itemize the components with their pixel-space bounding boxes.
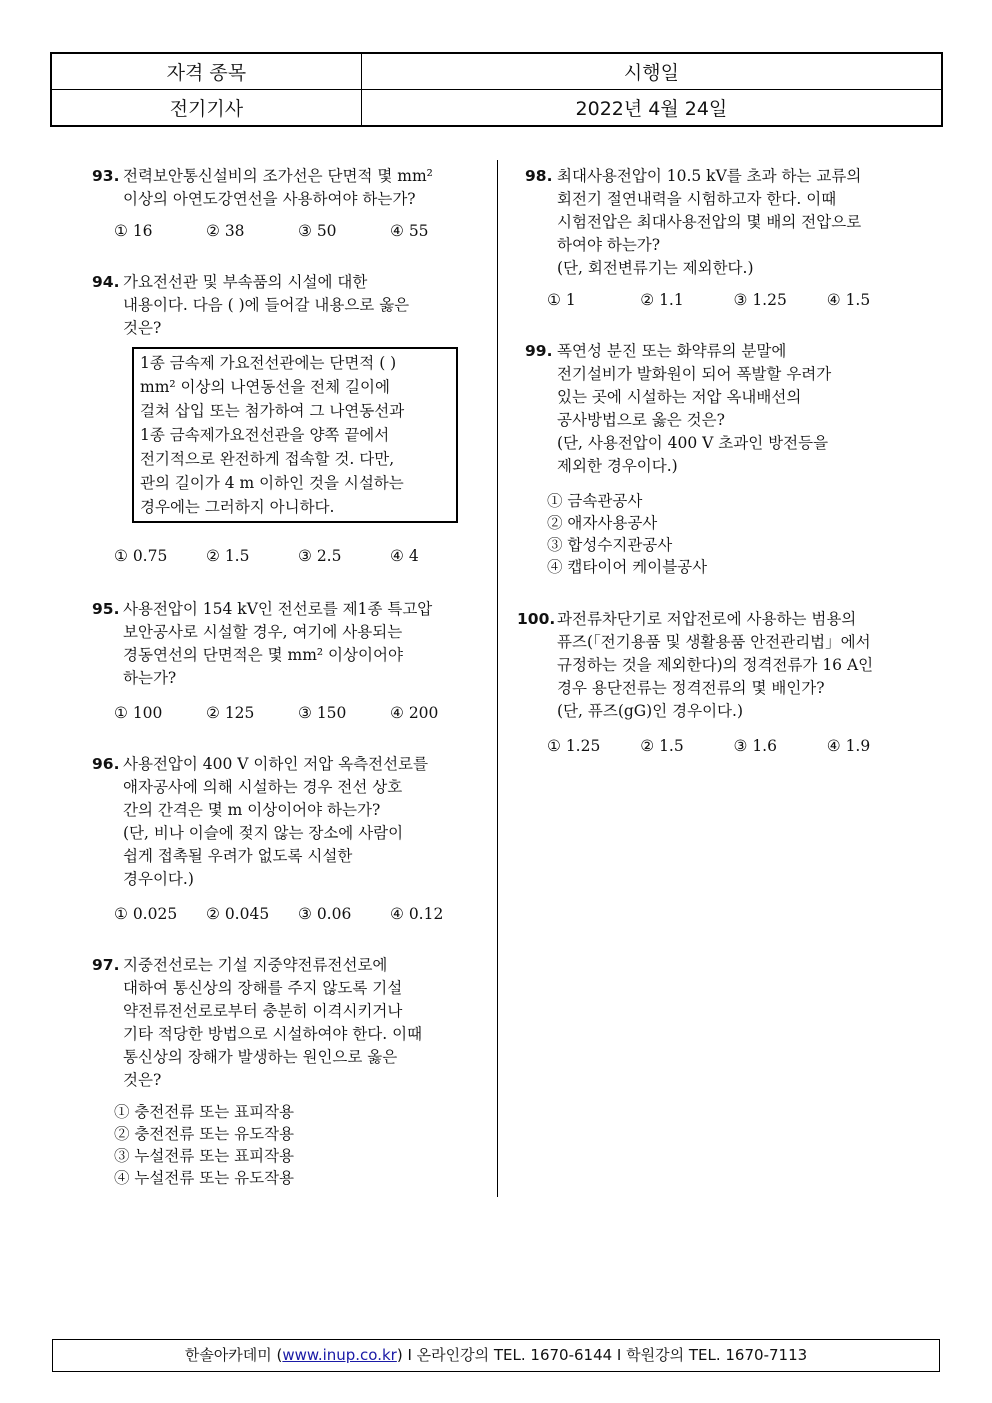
answer-options [525,490,920,578]
answer-options [92,545,482,568]
option-2[interactable]: ② 125 [206,704,255,722]
question-text: 최대사용전압이 10.5 kV를 초과 하는 교류의 회전기 절연내력을 시험하고자 한다. 이때 시험전압은 최대사용전압의 몇 배의 전압으로 하여야 하는가? [557,167,862,254]
option-3[interactable]: ③ 0.06 [298,905,352,923]
footer-contact: ) I 온라인강의 TEL. 1670-6144 I 학원강의 TEL. 1670-7113 [396,1346,808,1364]
option-2[interactable]: ② 0.045 [206,905,270,923]
question-number: 93. [92,167,120,185]
question-note: (단, 퓨즈(gG)인 경우이다.) [557,702,743,720]
option-1[interactable]: ① 충전전류 또는 표피작용 [114,1103,295,1121]
option-3[interactable]: ③ 2.5 [298,547,342,565]
option-1[interactable]: ① 100 [114,704,163,722]
option-4[interactable]: ④ 1.9 [826,737,871,755]
option-3[interactable]: ③ 누설전류 또는 표피작용 [114,1147,295,1165]
question-text: 과전류차단기로 저압전로에 사용하는 범용의 퓨즈(「전기용품 및 생활용품 안전관리법」에서 규정하는 것을 제외한다)의 정격전류가 16 A인 경우 용단전류는 정격전류의 몇 배인가? [557,610,874,697]
option-2[interactable]: ② 38 [206,222,245,240]
question-text: 전력보안통신설비의 조가선은 단면적 몇 mm² 이상의 아연도강연선을 사용하여야 하는가? [123,167,433,208]
answer-options [525,735,920,758]
header-col2-title: 시행일 [361,53,942,90]
question-box: 1종 금속제 가요전선관에는 단면적 ( ) mm² 이상의 나연동선을 전체 길이에 걸쳐 삽입 또는 첨가하여 그 나연동선과 1종 금속제가요전선관을 양쪽 끝에서 전기적으로 완전하게 접속할 것. 다만, 관의 길이가 4 m 이하인 것을 시설하는 경우에는 그러하지 아니하다. [132,347,458,523]
footer-academy: 한솔아카데미 ( [184,1346,283,1364]
option-2[interactable]: ② 1.5 [206,547,250,565]
header-table [50,52,943,127]
right-column [517,165,920,776]
option-2[interactable]: ② 충전전류 또는 유도작용 [114,1125,295,1143]
answer-options [92,220,482,243]
option-4[interactable]: ④ 0.12 [390,905,444,923]
question-number: 94. [92,273,120,291]
option-1[interactable]: ① 0.025 [114,905,178,923]
option-2[interactable]: ② 애자사용공사 [547,514,658,532]
option-3[interactable]: ③ 1.25 [733,291,787,309]
question-note: (단, 회전변류기는 제외한다.) [557,259,754,277]
question-number: 100. [517,610,556,628]
question-number: 99. [525,342,553,360]
answer-options [92,1101,482,1189]
question-100 [517,608,920,758]
column-divider [497,160,498,1197]
option-2[interactable]: ② 1.1 [640,291,684,309]
question-note: (단, 비나 이슬에 젖지 않는 장소에 사람이 쉽게 접촉될 우려가 없도록 시설한 경우이다.) [123,824,404,888]
header-col2-value: 2022년 4월 24일 [361,90,942,127]
answer-options [92,903,482,926]
question-number: 96. [92,755,120,773]
header-col1-title: 자격 종목 [51,53,361,90]
option-3[interactable]: ③ 50 [298,222,337,240]
question-95 [92,598,482,725]
question-text: 가요전선관 및 부속품의 시설에 대한 내용이다. 다음 ( )에 들어갈 내용으로 옳은 것은? [123,273,410,337]
answer-options [525,289,920,312]
option-4[interactable]: ④ 누설전류 또는 유도작용 [114,1169,295,1187]
option-1[interactable]: ① 금속관공사 [547,492,643,510]
option-4[interactable]: ④ 4 [390,547,419,565]
question-text: 사용전압이 400 V 이하인 저압 옥측전선로를 애자공사에 의해 시설하는 경우 전선 상호 간의 간격은 몇 m 이상이어야 하는가? [123,755,428,819]
question-note: (단, 사용전압이 400 V 초과인 방전등을 제외한 경우이다.) [557,434,829,475]
question-text: 폭연성 분진 또는 화약류의 분말에 전기설비가 발화원이 되어 폭발할 우려가 있는 곳에 시설하는 저압 옥내배선의 공사방법으로 옳은 것은? [557,342,832,429]
header-col1-value: 전기기사 [51,90,361,127]
option-2[interactable]: ② 1.5 [640,737,684,755]
question-96 [92,753,482,926]
footer-website-link[interactable]: www.inup.co.kr [282,1346,397,1364]
question-94 [92,271,482,568]
question-text: 지중전선로는 기설 지중약전류전선로에 대하여 통신상의 장해를 주지 않도록 기설 약전류전선로로부터 충분히 이격시키거나 기타 적당한 방법으로 시설하여야 한다. 이때 통신상의 장해가 발생하는 원인으로 옳은 것은? [123,956,423,1089]
option-4[interactable]: ④ 캡타이어 케이블공사 [547,558,708,576]
option-1[interactable]: ① 1 [547,291,576,309]
question-number: 95. [92,600,120,618]
option-4[interactable]: ④ 200 [390,704,439,722]
option-1[interactable]: ① 16 [114,222,153,240]
option-4[interactable]: ④ 55 [390,222,429,240]
option-4[interactable]: ④ 1.5 [826,291,871,309]
footer [52,1339,940,1372]
option-3[interactable]: ③ 150 [298,704,347,722]
option-1[interactable]: ① 0.75 [114,547,168,565]
question-98 [525,165,920,312]
left-column [92,165,482,1207]
option-3[interactable]: ③ 합성수지관공사 [547,536,673,554]
question-text: 사용전압이 154 kV인 전선로를 제1종 특고압 보안공사로 시설할 경우, 여기에 사용되는 경동연선의 단면적은 몇 mm² 이상이어야 하는가? [123,600,433,687]
question-number: 97. [92,956,120,974]
question-97 [92,954,482,1189]
question-number: 98. [525,167,553,185]
option-1[interactable]: ① 1.25 [547,737,601,755]
answer-options [92,702,482,725]
question-99 [525,340,920,578]
question-93 [92,165,482,243]
option-3[interactable]: ③ 1.6 [733,737,777,755]
